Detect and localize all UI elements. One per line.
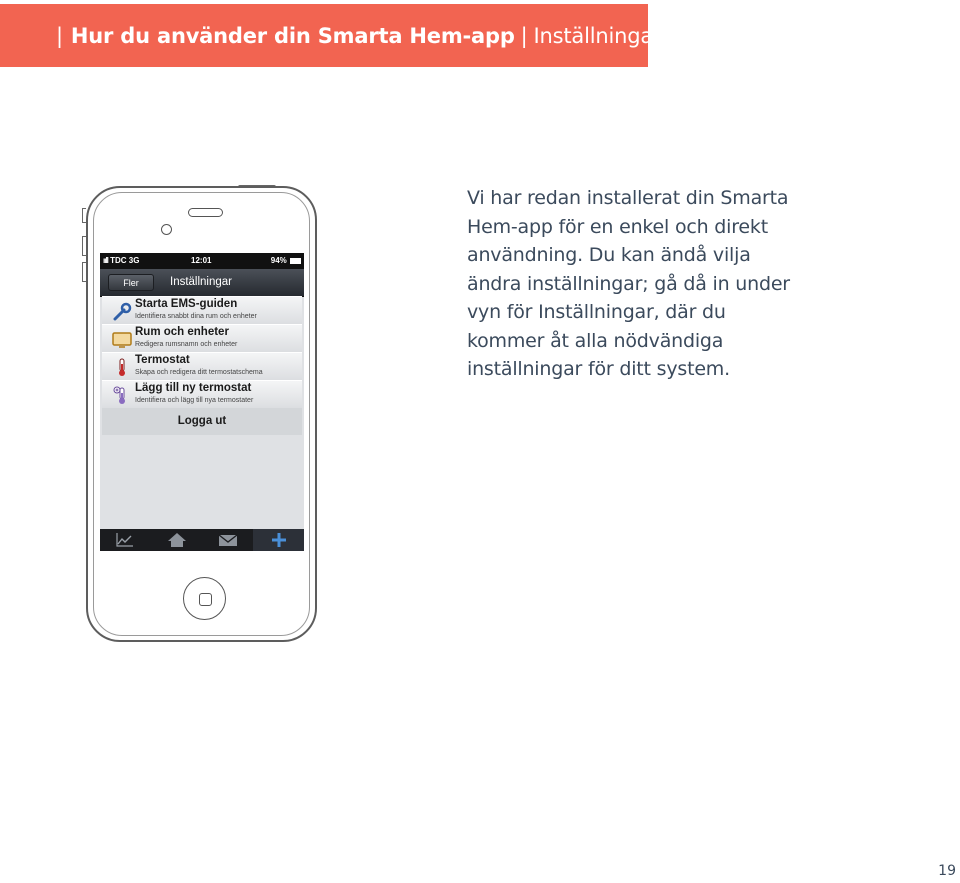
battery-icon (290, 258, 301, 264)
menu-item-ems-guide[interactable] (102, 296, 302, 325)
plus-icon (269, 532, 289, 548)
menu-item-subtitle: Identifiera och lägg till nya termostater (135, 397, 254, 404)
tab-messages[interactable] (202, 529, 253, 551)
menu-item-subtitle: Skapa och redigera ditt termostatschema (135, 369, 263, 376)
add-thermostat-icon (112, 386, 134, 405)
tab-more[interactable] (253, 529, 304, 551)
status-bar (100, 253, 304, 269)
tv-icon (112, 330, 134, 349)
thermometer-icon (112, 358, 134, 377)
logout-button[interactable]: Logga ut (102, 408, 302, 435)
back-button[interactable]: Fler (108, 274, 154, 291)
tab-statistics[interactable] (100, 529, 151, 551)
front-camera (161, 224, 172, 235)
menu-item-add-thermostat[interactable] (102, 380, 302, 409)
battery-label: 94% (270, 256, 287, 265)
header-section: Inställningar (533, 24, 662, 48)
home-icon (167, 532, 187, 548)
tab-home[interactable] (151, 529, 202, 551)
wrench-icon (112, 302, 134, 321)
header-separator: | (56, 24, 63, 48)
home-square-icon (199, 593, 212, 606)
nav-title: Inställningar (170, 276, 233, 288)
speaker-grille (188, 208, 223, 217)
status-battery (271, 256, 301, 265)
menu-item-thermostat[interactable] (102, 352, 302, 381)
status-carrier (103, 256, 139, 265)
menu-item-rooms-devices[interactable] (102, 324, 302, 353)
menu-item-title: Termostat (135, 354, 190, 366)
menu-item-title: Starta EMS-guiden (135, 298, 238, 310)
page-number: 19 (938, 863, 956, 879)
menu-item-title: Lägg till ny termostat (135, 382, 252, 394)
body-paragraph: Vi har redan installerat din Smarta Hem-app för en enkel och direkt användning. Du kan ändå vilja ändra inställningar; gå då in under vyn för Inställningar, där du kommer åt alla nödvändiga inställningar för ditt system. (467, 187, 790, 380)
mail-icon (218, 532, 238, 548)
header-title-bold: Hur du använder din Smarta Hem-app (70, 24, 515, 48)
menu-item-subtitle: Redigera rumsnamn och enheter (135, 341, 238, 348)
menu-item-title: Rum och enheter (135, 326, 229, 338)
carrier-label: TDC 3G (110, 256, 140, 265)
home-button (183, 577, 226, 620)
nav-bar (100, 269, 304, 297)
chart-icon (116, 532, 134, 548)
header-separator: | (520, 24, 528, 48)
signal-icon: ııll (103, 256, 108, 265)
status-time: 12:01 (191, 256, 212, 265)
header-bar (0, 4, 662, 67)
menu-item-subtitle: Identifiera snabbt dina rum och enheter (135, 313, 257, 320)
phone-screen (100, 253, 304, 551)
header-title (56, 24, 661, 48)
tab-bar (100, 529, 304, 551)
